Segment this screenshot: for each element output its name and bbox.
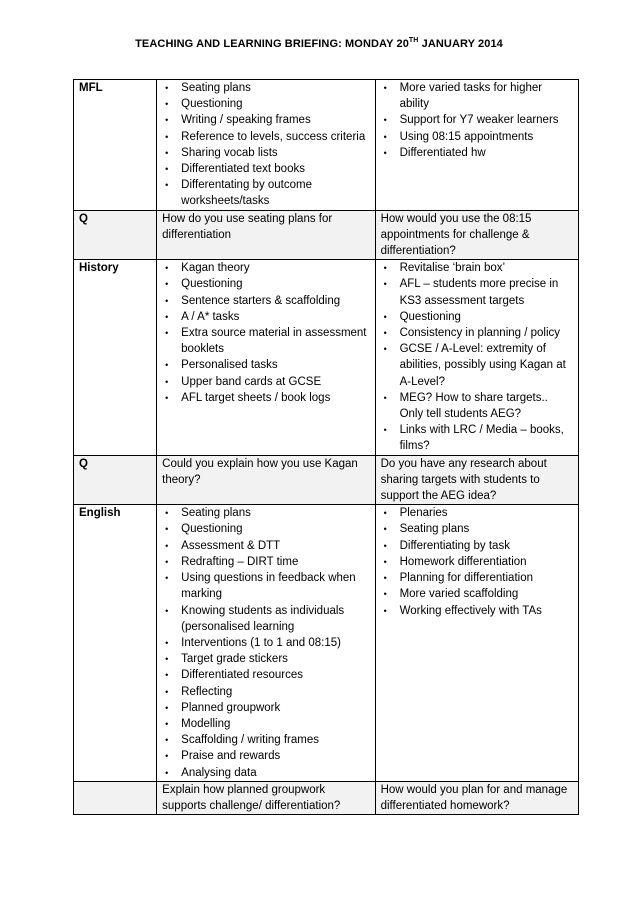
list-item bbox=[162, 293, 370, 309]
bullet-icon: • bbox=[383, 425, 387, 436]
list-item-text: Questioning bbox=[181, 278, 243, 291]
question-row bbox=[74, 210, 579, 260]
subject-row bbox=[74, 80, 579, 211]
list-item-text: Differentiated resources bbox=[181, 669, 304, 682]
bullet-icon: • bbox=[383, 573, 387, 584]
bullet-icon: • bbox=[383, 279, 387, 290]
bullet-icon: • bbox=[165, 735, 169, 746]
list-item-text: Using 08:15 appointments bbox=[399, 130, 534, 143]
list-item bbox=[162, 716, 370, 732]
bullet-icon: • bbox=[165, 180, 169, 191]
question-text: Explain how planned groupwork supports challenge/ differentiation? bbox=[157, 781, 375, 814]
list-item bbox=[162, 554, 370, 570]
list-item bbox=[381, 129, 574, 145]
bullet-icon: • bbox=[165, 605, 169, 616]
list-item bbox=[381, 603, 574, 619]
question-text: How do you use seating plans for differentiation bbox=[157, 210, 375, 260]
list-item bbox=[381, 309, 574, 325]
list-item bbox=[381, 341, 574, 390]
list-item-text: AFL target sheets / book logs bbox=[181, 391, 331, 404]
bullet-icon: • bbox=[165, 83, 169, 93]
list-item bbox=[162, 635, 370, 651]
question-row bbox=[74, 455, 579, 505]
list-item bbox=[162, 505, 370, 521]
question-label: Q bbox=[74, 455, 157, 505]
list-item bbox=[162, 521, 370, 537]
bullet-icon: • bbox=[165, 131, 169, 142]
bullet-icon: • bbox=[165, 311, 169, 322]
list-item bbox=[162, 276, 370, 292]
list-item-text: Personalised tasks bbox=[181, 359, 278, 372]
list-item bbox=[381, 80, 574, 112]
bullet-icon: • bbox=[165, 295, 169, 306]
list-item-text: Praise and rewards bbox=[181, 750, 281, 763]
subject-row bbox=[74, 260, 579, 455]
bullet-icon: • bbox=[165, 637, 169, 648]
bullet-icon: • bbox=[383, 83, 387, 93]
list-item bbox=[381, 554, 574, 570]
list-item bbox=[162, 96, 370, 112]
bullet-icon: • bbox=[383, 605, 387, 616]
list-item bbox=[162, 748, 370, 764]
list-item bbox=[381, 505, 574, 521]
list-item bbox=[162, 651, 370, 667]
bullet-icon: • bbox=[165, 767, 169, 778]
list-item-text: Writing / speaking frames bbox=[181, 114, 311, 127]
development-areas-cell bbox=[375, 505, 578, 781]
bullet-icon: • bbox=[383, 540, 387, 551]
list-item-text: Links with LRC / Media – books, films? bbox=[399, 424, 564, 453]
list-item-text: Plenaries bbox=[399, 507, 448, 520]
list-item bbox=[381, 570, 574, 586]
bullet-icon: • bbox=[165, 328, 169, 339]
list-item-text: Questioning bbox=[399, 310, 461, 323]
list-item-text: Upper band cards at GCSE bbox=[181, 375, 322, 388]
list-item-text: AFL – students more precise in KS3 assessment targets bbox=[399, 278, 559, 307]
bullet-icon: • bbox=[165, 686, 169, 697]
list-item bbox=[381, 538, 574, 554]
bullet-icon: • bbox=[165, 263, 169, 274]
bullet-icon: • bbox=[383, 131, 387, 142]
list-item-text: Differentiated text books bbox=[181, 163, 305, 176]
bullet-icon: • bbox=[165, 360, 169, 371]
list-item bbox=[162, 603, 370, 635]
list-item bbox=[381, 260, 574, 276]
bullet-icon: • bbox=[383, 115, 387, 126]
title-superscript: TH bbox=[408, 37, 419, 44]
list-item bbox=[162, 161, 370, 177]
subject-label: MFL bbox=[74, 80, 157, 211]
list-item-text: GCSE / A-Level: extremity of abilities, possibly using Kagan at A-Level? bbox=[399, 343, 566, 388]
list-item-text: Modelling bbox=[181, 717, 231, 730]
list-item-text: Questioning bbox=[181, 98, 243, 111]
list-item-text: Kagan theory bbox=[181, 262, 250, 275]
question-label bbox=[74, 781, 157, 814]
bullet-icon: • bbox=[165, 556, 169, 567]
subject-row bbox=[74, 505, 579, 781]
list-item-text: Knowing students as individuals (personalised learning bbox=[181, 604, 345, 633]
list-item bbox=[162, 112, 370, 128]
list-item-text: Planned groupwork bbox=[181, 701, 281, 714]
list-item-text: Working effectively with TAs bbox=[399, 604, 542, 617]
bullet-icon: • bbox=[165, 279, 169, 290]
bullet-list bbox=[162, 260, 370, 406]
list-item-text: Seating plans bbox=[181, 82, 251, 94]
bullet-list bbox=[381, 260, 574, 454]
current-practice-cell bbox=[157, 260, 375, 455]
list-item-text: More varied tasks for higher ability bbox=[399, 82, 543, 111]
question-text: Could you explain how you use Kagan theory? bbox=[157, 455, 375, 505]
list-item-text: Target grade stickers bbox=[181, 653, 288, 666]
list-item bbox=[381, 325, 574, 341]
list-item bbox=[162, 700, 370, 716]
list-item bbox=[381, 145, 574, 161]
bullet-icon: • bbox=[165, 376, 169, 387]
subject-label: English bbox=[74, 505, 157, 781]
list-item-text: Differentiating by task bbox=[399, 539, 510, 552]
bullet-icon: • bbox=[165, 654, 169, 665]
list-item-text: Revitalise ‘brain box’ bbox=[399, 262, 506, 275]
question-row bbox=[74, 781, 579, 814]
list-item-text: Seating plans bbox=[181, 507, 251, 520]
list-item-text: A / A* tasks bbox=[181, 310, 240, 323]
bullet-icon: • bbox=[383, 147, 387, 158]
briefing-table bbox=[73, 79, 579, 815]
page-title: TEACHING AND LEARNING BRIEFING: MONDAY 20TH JANUARY 2014 bbox=[135, 37, 503, 50]
list-item bbox=[162, 325, 370, 357]
list-item bbox=[162, 684, 370, 700]
list-item-text: Support for Y7 weaker learners bbox=[399, 114, 559, 127]
list-item bbox=[162, 570, 370, 602]
list-item-text: Differentating by outcome worksheets/tasks bbox=[181, 179, 312, 208]
list-item bbox=[162, 667, 370, 683]
list-item-text: Redrafting – DIRT time bbox=[181, 555, 299, 568]
list-item bbox=[162, 374, 370, 390]
bullet-icon: • bbox=[383, 311, 387, 322]
list-item bbox=[162, 309, 370, 325]
list-item bbox=[162, 145, 370, 161]
list-item-text: Analysing data bbox=[181, 766, 257, 779]
bullet-list bbox=[381, 505, 574, 618]
subject-label: History bbox=[74, 260, 157, 455]
list-item-text: MEG? How to share targets.. Only tell students AEG? bbox=[399, 391, 548, 421]
bullet-icon: • bbox=[165, 540, 169, 551]
bullet-icon: • bbox=[165, 99, 169, 110]
bullet-icon: • bbox=[165, 670, 169, 681]
list-item bbox=[381, 521, 574, 537]
bullet-icon: • bbox=[165, 147, 169, 158]
development-areas-cell bbox=[375, 80, 578, 211]
list-item bbox=[162, 260, 370, 276]
bullet-icon: • bbox=[165, 392, 169, 403]
question-text: How would you plan for and manage differentiated homework? bbox=[375, 781, 578, 814]
bullet-icon: • bbox=[383, 328, 387, 339]
bullet-icon: • bbox=[165, 524, 169, 535]
current-practice-cell bbox=[157, 80, 375, 211]
bullet-icon: • bbox=[165, 751, 169, 762]
question-text: How would you use the 08:15 appointments for challenge & differentiation? bbox=[375, 210, 578, 260]
bullet-icon: • bbox=[383, 344, 387, 355]
list-item bbox=[162, 177, 370, 209]
bullet-icon: • bbox=[165, 508, 169, 519]
list-item-text: Using questions in feedback when marking bbox=[181, 572, 356, 601]
list-item-text: Interventions (1 to 1 and 08:15) bbox=[181, 636, 341, 649]
list-item-text: Sentence starters & scaffolding bbox=[181, 294, 341, 307]
bullet-icon: • bbox=[165, 164, 169, 175]
bullet-icon: • bbox=[165, 573, 169, 584]
question-label: Q bbox=[74, 210, 157, 260]
list-item bbox=[381, 276, 574, 308]
bullet-icon: • bbox=[165, 115, 169, 126]
list-item-text: Assessment & DTT bbox=[181, 539, 281, 552]
list-item bbox=[162, 357, 370, 373]
bullet-icon: • bbox=[383, 392, 387, 403]
bullet-list bbox=[162, 80, 370, 210]
bullet-icon: • bbox=[383, 263, 387, 274]
list-item-text: Sharing vocab lists bbox=[181, 146, 278, 159]
list-item-text: Seating plans bbox=[399, 523, 470, 536]
list-item-text: Planning for differentiation bbox=[399, 572, 533, 585]
bullet-list bbox=[162, 505, 370, 780]
list-item bbox=[162, 390, 370, 406]
bullet-icon: • bbox=[383, 556, 387, 567]
list-item bbox=[381, 112, 574, 128]
bullet-icon: • bbox=[383, 524, 387, 535]
bullet-icon: • bbox=[383, 589, 387, 600]
list-item bbox=[162, 538, 370, 554]
bullet-icon: • bbox=[165, 702, 169, 713]
list-item bbox=[381, 586, 574, 602]
list-item bbox=[162, 80, 370, 96]
list-item-text: Reflecting bbox=[181, 685, 233, 698]
list-item bbox=[162, 765, 370, 781]
list-item bbox=[381, 390, 574, 422]
list-item-text: Consistency in planning / policy bbox=[399, 327, 561, 340]
list-item-text: Differentiated hw bbox=[399, 146, 486, 159]
bullet-list bbox=[381, 80, 574, 161]
list-item-text: Homework differentiation bbox=[399, 555, 527, 568]
question-text: Do you have any research about sharing targets with students to support the AEG idea? bbox=[375, 455, 578, 505]
list-item-text: More varied scaffolding bbox=[399, 588, 519, 601]
list-item bbox=[381, 422, 574, 454]
current-practice-cell bbox=[157, 505, 375, 781]
bullet-icon: • bbox=[383, 508, 387, 519]
list-item-text: Questioning bbox=[181, 523, 243, 536]
bullet-icon: • bbox=[165, 718, 169, 729]
list-item bbox=[162, 732, 370, 748]
list-item bbox=[162, 129, 370, 145]
list-item-text: Reference to levels, success criteria bbox=[181, 130, 366, 143]
list-item-text: Scaffolding / writing frames bbox=[181, 734, 320, 747]
development-areas-cell bbox=[375, 260, 578, 455]
list-item-text: Extra source material in assessment booklets bbox=[181, 327, 367, 356]
